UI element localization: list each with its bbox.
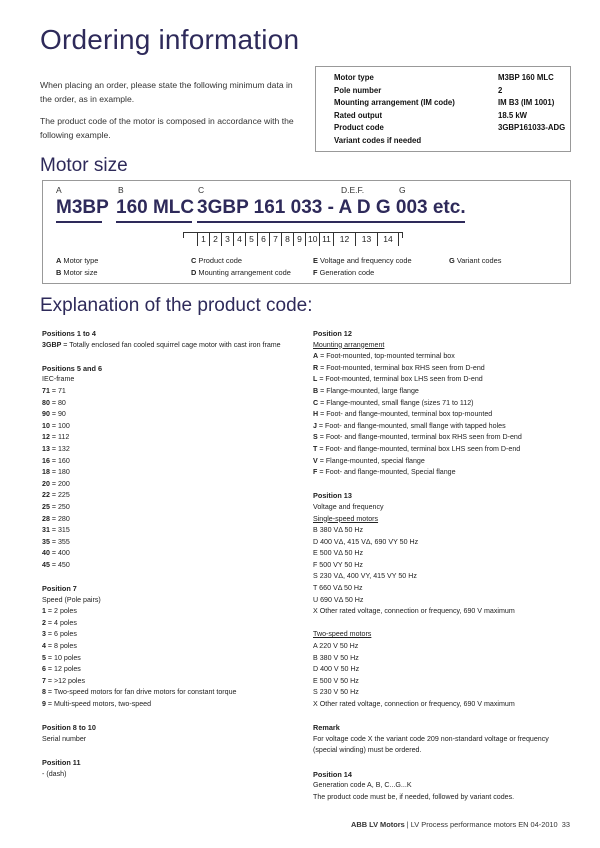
legend-text: Mounting arrangement code [198, 268, 291, 277]
code-meaning: = Foot- and flange-mounted, terminal box top-mounted [318, 410, 493, 419]
code-entry [313, 409, 573, 421]
section-heading: Position 8 to 10 [42, 723, 96, 733]
code-meaning: = Flange-mounted, special flange [317, 456, 425, 465]
code-meaning: = Flange-mounted, large flange [318, 386, 419, 395]
footer-text: | LV Process performance motors EN 04-2010 [404, 820, 558, 829]
code-entry [42, 618, 297, 630]
code-key: B [313, 386, 319, 395]
legend-item-g [449, 256, 501, 265]
code-entry [313, 351, 573, 363]
code-key: 3 [42, 630, 46, 639]
code-letter-a: A [56, 185, 62, 195]
code-meaning: = Two-speed motors for fan drive motors for constant torque [45, 688, 237, 697]
code-letter-c: C [198, 185, 205, 195]
text-line: IEC-frame [42, 375, 75, 384]
code-entry [313, 444, 573, 456]
position-number: 8 [281, 232, 293, 246]
explanation-right-column [313, 328, 573, 803]
code-entry [42, 641, 297, 653]
code-key: 2 [42, 618, 46, 627]
code-meaning: = Foot- and flange-mounted, terminal box RHS seen from D-end [317, 433, 522, 442]
code-meaning: = 4 poles [45, 618, 77, 627]
position-number: 7 [269, 232, 281, 246]
code-meaning: = Flange-mounted, small flange (sizes 71 to 112) [318, 398, 474, 407]
code-key: 71 [42, 386, 50, 395]
code-entry [42, 514, 297, 526]
legend-text: Motor size [63, 268, 98, 277]
code-key: 22 [42, 491, 50, 500]
position-number: 12 [333, 232, 355, 246]
text-line: F 500 VY 50 Hz [313, 560, 363, 569]
position-bracket-left [183, 232, 184, 238]
text-line: Serial number [42, 734, 87, 743]
position-number: 13 [355, 232, 377, 246]
code-key: J [313, 421, 317, 430]
code-meaning: = Foot- and flange-mounted, small flange with tapped holes [316, 421, 506, 430]
code-entry [42, 432, 297, 444]
code-meaning: = >12 poles [45, 676, 85, 685]
legend-key: B [56, 268, 62, 277]
legend-text: Generation code [319, 268, 375, 277]
legend-key: A [56, 256, 62, 265]
code-key: 6 [42, 665, 46, 674]
position-number: 6 [257, 232, 269, 246]
text-line: For voltage code X the variant code 209 non-standard voltage or frequency [313, 734, 549, 743]
underline-a [56, 221, 102, 223]
code-meaning: = 355 [49, 537, 70, 546]
code-entry [313, 363, 573, 375]
code-entry [42, 525, 297, 537]
legend-item-b [56, 268, 98, 277]
info-label: Rated output [334, 110, 383, 120]
section-heading: Position 14 [313, 769, 352, 779]
legend-key: C [191, 256, 197, 265]
code-entry [313, 432, 573, 444]
legend-item-e [313, 256, 412, 265]
legend-item-f [313, 268, 374, 277]
spacer [42, 571, 297, 583]
code-entry [42, 467, 297, 479]
legend-text: Variant codes [456, 256, 502, 265]
code-meaning: = Multi-speed motors, two-speed [45, 700, 152, 708]
info-value: 2 [498, 85, 503, 95]
product-code-example [43, 197, 563, 223]
code-key: 80 [42, 398, 50, 407]
code-entry [42, 548, 297, 560]
code-entry [42, 409, 297, 421]
code-meaning: = 90 [49, 410, 66, 419]
code-key: F [313, 468, 318, 477]
info-value: IM B3 (IM 1001) [498, 98, 555, 107]
code-entry [42, 398, 297, 410]
code-entry [42, 386, 297, 398]
page-number: 33 [561, 820, 570, 829]
code-entry [42, 421, 297, 433]
product-code-box [42, 180, 571, 284]
code-meaning: = 280 [49, 514, 70, 523]
code-key: H [313, 410, 319, 419]
text-line: E 500 V 50 Hz [313, 676, 359, 685]
code-entry [42, 560, 297, 572]
position-number: 5 [245, 232, 257, 246]
code-key: 18 [42, 468, 50, 477]
code-key: 25 [42, 502, 50, 511]
code-entry [313, 398, 573, 410]
code-entry [42, 537, 297, 549]
section-heading: Position 11 [42, 757, 81, 767]
page-footer [351, 820, 570, 829]
info-label: Product code [334, 123, 384, 132]
code-key: 3GBP [42, 340, 62, 349]
code-meaning: = 2 poles [45, 607, 77, 616]
code-entry [42, 444, 297, 456]
code-entry [42, 664, 297, 676]
text-line: (special winding) must be ordered. [313, 746, 422, 755]
spacer [313, 757, 573, 769]
text-line: E 500 VΔ 50 Hz [313, 549, 364, 558]
info-value: 3GBP161033-ADG [498, 123, 566, 132]
section-heading: Position 13 [313, 491, 352, 501]
text-line: Generation code A, B, C...G...K [313, 781, 412, 790]
legend-key: F [313, 268, 318, 277]
code-meaning: = Foot- and flange-mounted, Special flange [317, 468, 456, 477]
code-entry [42, 456, 297, 468]
code-entry [42, 629, 297, 641]
legend-text: Voltage and frequency code [320, 256, 412, 265]
legend-item-a [56, 256, 98, 265]
code-meaning: = 112 [49, 433, 70, 442]
spacer [42, 745, 297, 757]
spacer [42, 351, 297, 363]
position-number: 2 [209, 232, 221, 246]
intro-paragraph-1: When placing an order, please state the following minimum data in the order, as in example. [40, 80, 293, 104]
subsection-heading: Single-speed motors [313, 514, 379, 523]
legend-text: Product code [198, 256, 242, 265]
code-meaning: = 450 [49, 560, 70, 569]
code-key: 20 [42, 479, 50, 488]
page-title: Ordering information [40, 24, 300, 55]
info-label: Motor type [334, 73, 374, 82]
code-entry [42, 676, 297, 688]
code-key: 8 [42, 688, 46, 697]
spacer [313, 711, 573, 723]
legend-item-d [191, 268, 291, 277]
code-meaning: = 200 [49, 479, 70, 488]
underline-b [116, 221, 192, 223]
code-letter-def: D.E.F. [341, 185, 365, 195]
code-entry [313, 467, 573, 479]
code-key: 31 [42, 526, 50, 535]
code-meaning: = 180 [49, 468, 70, 477]
subsection-heading: Mounting arrangement [313, 340, 385, 349]
code-entry [42, 653, 297, 665]
section-heading: Positions 5 and 6 [42, 363, 103, 373]
text-line: X Other rated voltage, connection or frequency, 690 V maximum [313, 607, 515, 616]
position-number: 9 [293, 232, 305, 246]
position-number: 1 [197, 232, 209, 246]
legend-text: Motor type [63, 256, 99, 265]
code-meaning: = 12 poles [45, 665, 81, 674]
code-meaning: = Foot- and flange-mounted, terminal box LHS seen from D-end [317, 444, 521, 453]
code-key: L [313, 375, 318, 384]
code-meaning: = Foot-mounted, terminal box LHS seen from D-end [317, 375, 483, 384]
code-entry [313, 374, 573, 386]
code-key: 16 [42, 456, 50, 465]
code-letter-b: B [118, 185, 124, 195]
position-number: 11 [319, 232, 333, 246]
code-meaning: = 80 [49, 398, 66, 407]
code-key: 7 [42, 676, 46, 685]
code-meaning: = 132 [49, 444, 70, 453]
text-line: D 400 V 50 Hz [313, 665, 360, 674]
subsection-heading: Two-speed motors [313, 630, 372, 639]
code-meaning: = 10 poles [45, 653, 81, 662]
explanation-heading: Explanation of the product code: [40, 295, 313, 316]
code-meaning: = 225 [49, 491, 70, 500]
code-entry [313, 456, 573, 468]
info-label: Mounting arrangement (IM code) [334, 98, 455, 107]
footer-brand: ABB LV Motors [351, 820, 405, 829]
text-line: B 380 VΔ 50 Hz [313, 526, 364, 535]
code-entry [42, 340, 297, 352]
section-heading: Position 12 [313, 329, 352, 338]
position-number: 3 [221, 232, 233, 246]
text-line: Voltage and frequency [313, 502, 384, 511]
code-meaning: = 315 [49, 526, 70, 535]
motor-size-heading: Motor size [40, 155, 128, 176]
code-entry [42, 687, 297, 699]
code-meaning: = 6 poles [45, 630, 77, 639]
info-label: Pole number [334, 85, 382, 95]
legend-key: E [313, 256, 318, 265]
info-value: M3BP 160 MLC [498, 73, 554, 82]
underline-c [197, 221, 465, 223]
position-numbers [197, 232, 399, 247]
code-entry [313, 386, 573, 398]
position-bracket-right [402, 232, 403, 238]
code-meaning: = Foot-mounted, terminal box RHS seen from D-end [318, 363, 485, 372]
code-key: 10 [42, 421, 50, 430]
section-heading: Positions 1 to 4 [42, 329, 96, 338]
code-entry [42, 502, 297, 514]
code-entry [42, 606, 297, 618]
legend-key: D [191, 268, 197, 277]
section-heading: Position 7 [42, 584, 77, 594]
legend-item-c [191, 256, 242, 265]
code-key: V [313, 456, 318, 465]
text-line: The product code must be, if needed, followed by variant codes. [313, 792, 515, 801]
text-line: U 690 VΔ 50 Hz [313, 595, 364, 604]
code-key: 35 [42, 537, 50, 546]
spacer [313, 618, 573, 630]
text-line: T 660 VΔ 50 Hz [313, 584, 363, 593]
text-line: D 400 VΔ, 415 VΔ, 690 VY 50 Hz [313, 537, 419, 546]
text-line: A 220 V 50 Hz [313, 642, 359, 651]
code-entry [42, 479, 297, 491]
spacer [313, 479, 573, 491]
code-entry [42, 699, 297, 711]
code-key: S [313, 433, 318, 442]
code-key: T [313, 444, 318, 453]
code-part-product-code: 3GBP 161 033 - A D G 003 etc. [197, 197, 466, 218]
explanation-left-column [42, 328, 297, 780]
text-line: S 230 VΔ, 400 VY, 415 VY 50 Hz [313, 572, 417, 581]
code-key: 4 [42, 642, 46, 651]
code-key: 90 [42, 410, 50, 419]
code-meaning: = 250 [49, 502, 70, 511]
position-number: 10 [305, 232, 319, 246]
text-line: B 380 V 50 Hz [313, 653, 359, 662]
code-key: 1 [42, 607, 46, 616]
text-line: S 230 V 50 Hz [313, 688, 359, 697]
code-key: 40 [42, 549, 50, 558]
code-part-motor-size: 160 MLC [116, 197, 195, 218]
code-key: 9 [42, 700, 46, 708]
code-meaning: = Totally enclosed fan cooled squirrel cage motor with cast iron frame [61, 340, 281, 349]
code-entry [42, 490, 297, 502]
code-meaning: = Foot-mounted, top-mounted terminal box [318, 352, 455, 361]
info-label: Variant codes if needed [334, 135, 422, 145]
code-meaning: = 8 poles [45, 642, 77, 651]
code-key: C [313, 398, 319, 407]
spacer [42, 711, 297, 723]
code-key: 13 [42, 444, 50, 453]
code-meaning: = 100 [49, 421, 70, 430]
code-key: 28 [42, 514, 50, 523]
section-heading: Remark [313, 723, 340, 733]
code-key: 45 [42, 560, 50, 569]
code-part-motor-type: M3BP [56, 197, 109, 218]
code-meaning: = 71 [49, 386, 66, 395]
code-key: 5 [42, 653, 46, 662]
code-meaning: = 400 [49, 549, 70, 558]
code-letter-g: G [399, 185, 406, 195]
code-entry [313, 421, 573, 433]
code-meaning: = 160 [49, 456, 70, 465]
text-line: X Other rated voltage, connection or frequency, 690 V maximum [313, 700, 515, 708]
order-example-box [315, 66, 571, 152]
position-number: 4 [233, 232, 245, 246]
code-key: A [313, 352, 319, 361]
legend-key: G [449, 256, 455, 265]
text-line: - (dash) [42, 769, 67, 778]
text-line: Speed (Pole pairs) [42, 595, 101, 604]
intro-paragraph-2: The product code of the motor is composed in accordance with the following example. [40, 116, 294, 140]
code-key: R [313, 363, 319, 372]
info-value: 18.5 kW [498, 110, 528, 120]
code-key: 12 [42, 433, 50, 442]
position-number: 14 [377, 232, 399, 246]
